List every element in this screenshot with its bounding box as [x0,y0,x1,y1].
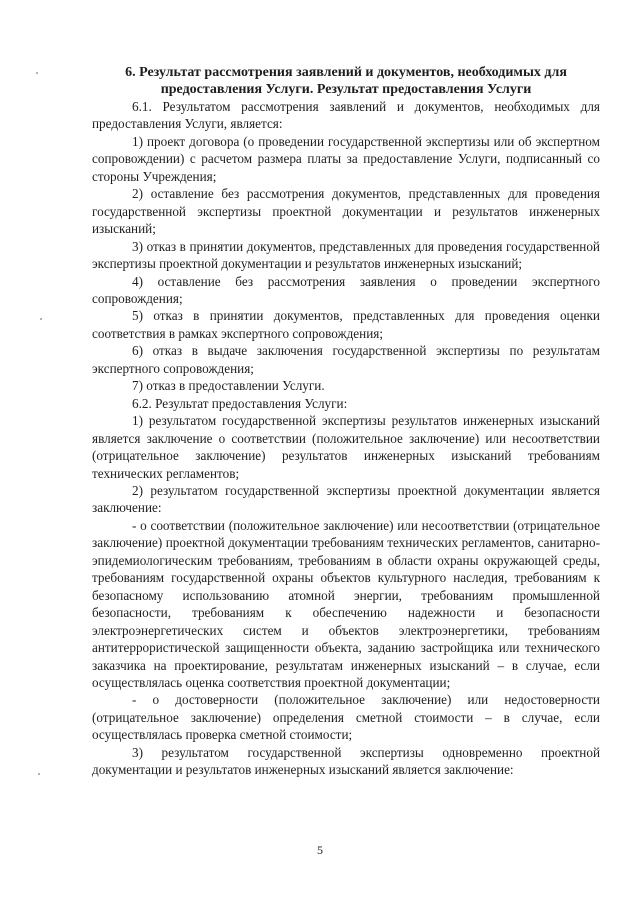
result-item-1: 1) результатом государственной экспертизы результатов инженерных изысканий является заключение о соответствии (положительное заключение) или несоответствии (отрицательное заключение) результатов инженерных изысканий требованиям технических регламентов; [92,413,600,481]
list-item-3: 3) отказ в принятии документов, представленных для проведения государственной экспертизы проектной документации и результатов инженерных изысканий; [92,238,600,272]
scan-speck [38,773,40,775]
list-item-1: 1) проект договора (о проведении государственной экспертизы или об экспертном сопровождении) с расчетом размера платы за предоставление Услуги, подписанный со стороны Учреждения; [92,133,600,184]
result-subitem-reliability: - о достоверности (положительное заключение) или недостоверности (отрицательное заключение) определения сметной стоимости – в случае, если осуществлялась проверка сметной стоимости; [92,692,600,743]
list-item-7: 7) отказ в предоставлении Услуги. [132,378,325,394]
result-subitem-conformity: - о соответствии (положительное заключение) или несоответствии (отрицательное заключение) проектной документации требованиям технических регламентов, санитарно-эпидемиологическим требованиям, требованиям в области охраны окружающей среды, требованиям государственной охраны объектов культурного наследия, требованиям к безопасному использованию атомной энергии, требованиям промышленной безопасности, требованиям к обеспечению надежности и безопасности электроэнергетических систем и объектов электроэнергетики, требованиям антитеррористической защищенности объекта, заданию застройщика или технического заказчика на проектирование, результатам инженерных изысканий – в случае, если осуществлялась оценка соответствия проектной документации; [92,517,600,690]
section-heading [92,64,600,98]
section-heading-line-1: 6. Результат рассмотрения заявлений и документов, необходимых для [125,65,567,80]
paragraph-6-1: 6.1. Результатом рассмотрения заявлений и документов, необходимых для предоставления Услуги, является: [92,99,600,132]
paragraph-6-2: 6.2. Результат предоставления Услуги: [132,395,348,411]
section-heading-line-2: предоставления Услуги. Результат предоставления Услуги [160,82,532,97]
list-item-5: 5) отказ в принятии документов, представленных для проведения оценки соответствия в рамках экспертного сопровождения; [92,308,600,341]
scan-speck [40,318,42,320]
result-item-2: 2) результатом государственной экспертизы проектной документации является заключение: [92,482,600,516]
list-item-4: 4) оставление без рассмотрения заявления о проведении экспертного сопровождения; [92,273,600,306]
list-item-2: 2) оставление без рассмотрения документов, представленных для проведения государственной экспертизы проектной документации и результатов инженерных изысканий; [92,186,600,237]
scan-speck [36,72,38,74]
page-number: 5 [317,843,323,857]
list-item-6: 6) отказ в выдаче заключения государственной экспертизы по результатам экспертного сопровождения; [92,343,600,376]
result-item-3: 3) результатом государственной экспертизы одновременно проектной документации и результатов инженерных изысканий является заключение: [92,744,600,778]
document-body [92,98,600,779]
